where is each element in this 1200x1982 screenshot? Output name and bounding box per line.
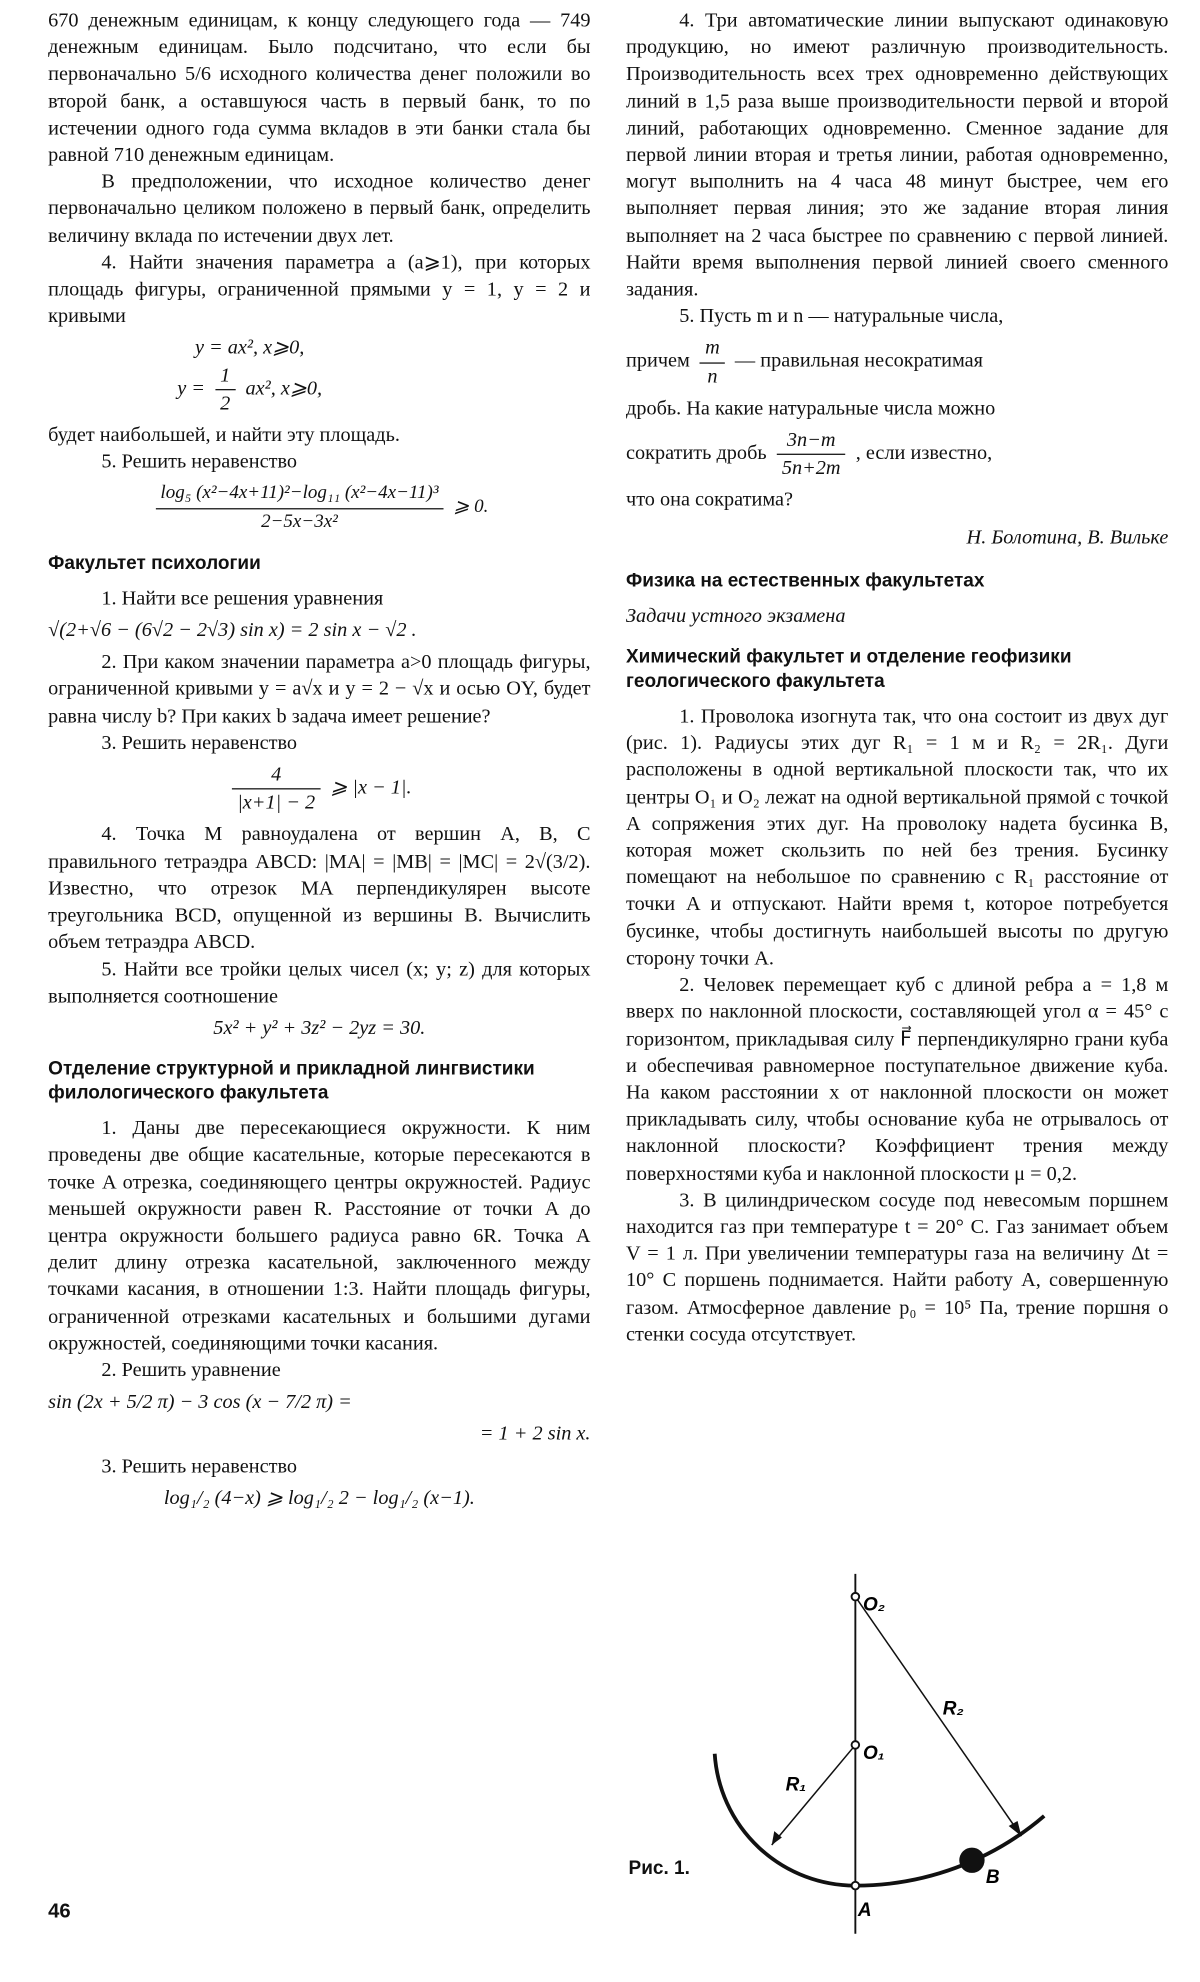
left-column: [48, 8, 590, 1517]
fraction-denominator: |x+1| − 2: [237, 792, 316, 814]
paragraph: [626, 427, 1168, 482]
fraction: [232, 762, 320, 817]
problem-3: 3. В цилиндрическом сосуде под невесомым поршнем находится газ при температуре t = 20° C. Газ занимает объем V = 1 л. При увеличении температуры газа на величину Δt = 10° C поршень поднимается. Найти работу A, совершенную газом. Атмосферное давление p₀ = 10⁵ Па, трение поршня о стенки сосуда отсутствует.: [625, 1189, 1169, 1346]
text: — правильная несократимая: [734, 350, 983, 373]
problem-2: 2. При каком значении параметра a>0 площадь фигуры, ограниченной кривыми y = a√x и y = 2 − √x и осью OY, будет равна числу b? При каких b задача имеет решение?: [48, 651, 591, 727]
paragraph: будет наибольшей, и найти эту площадь.: [48, 424, 400, 447]
problem-5: 5. Решить неравенство: [101, 451, 298, 473]
fraction-numerator: log₅ (x²−4x+11)²−log₁₁ (x²−4x−11)³: [155, 481, 443, 509]
formula: [48, 762, 590, 817]
text: , если известно,: [855, 442, 993, 465]
formula-text: y =: [177, 377, 205, 400]
formula: [48, 481, 590, 536]
radius-r1: [772, 1745, 856, 1845]
problem-4: 4. Точка M равноудалена от вершин A, B, C правильного тетраэдра ABCD: |MA| = |MB| = |MC| = 2√(3/2). Известно, что отрезок MA перпендикулярен высоте треугольника BCD, опущенной из вершины B. Вычислить объем тетраэдра ABCD.: [48, 824, 591, 954]
problem-1: 1. Найти все решения уравнения: [101, 587, 384, 610]
problem-2: 2. Решить уравнение: [101, 1359, 281, 1382]
formula-line: y = ax², x⩾0,: [194, 337, 305, 360]
section-heading: Физика на естественных факультетах: [625, 570, 985, 592]
right-column: [626, 8, 1168, 1349]
label-r2: R₂: [942, 1698, 964, 1720]
fraction-numerator: 3n−m: [777, 427, 846, 455]
wire-diagram: [626, 1569, 1171, 1936]
fraction-denominator: 2−5x−3x²: [261, 511, 338, 532]
label-o1: O₁: [862, 1742, 885, 1764]
fraction: [215, 362, 235, 417]
fraction-denominator: n: [707, 365, 718, 388]
formula-text: ⩾ 0.: [453, 497, 489, 518]
problem-4: 4. Три автоматические линии выпускают одинаковую продукцию, но имеют различную производительность. Производительность всех трех одновременно действующих линий в 1,5 раза выше производительности первой и второй линий, работающих одновременно. Сменное задание для первой линии вторая и третья линии, работая одновременно, могут выполнить на 4 часа 48 минут быстрее, чем его выполняет первая линия; это же задание вторая линия выполняет на 2 часа быстрее по сравнению с первой линией. Найти время выполнения первой линией своего сменного задания.: [625, 10, 1169, 301]
problem-2: 2. Человек перемещает куб с длиной ребра a = 1,8 м вверх по наклонной плоскости, составляющей угол α = 45° с горизонтом, прикладывая силу F⃗ перпендикулярно грани куба и обеспечивая равномерное поступательное движение куба. На каком расстоянии x от наклонной плоскости он может прикладывать силу, чтобы основание куба не отрывалось от наклонной плоскости? Коэффициент трения между поверхностями куба и наклонной плоскости μ = 0,2.: [625, 974, 1169, 1185]
label-r1: R₁: [785, 1774, 807, 1796]
fraction: [700, 335, 725, 390]
figure-1: [626, 1569, 1171, 1936]
problem-5: 5. Найти все тройки целых чисел (x; y; z) для которых выполняется соотношение: [48, 958, 591, 1008]
fraction-numerator: 4: [232, 762, 320, 790]
section-heading: Отделение структурной и прикладной лингвистики филологического факультета: [48, 1058, 535, 1104]
paragraph: [626, 335, 1168, 390]
fraction-numerator: 1: [215, 362, 235, 390]
formula-line: [48, 362, 451, 417]
text: причем: [625, 350, 690, 373]
paragraph: что она сократима?: [625, 489, 794, 512]
radius-r2: [855, 1594, 1021, 1837]
point-o1: [852, 1741, 860, 1749]
formula-text: ⩾ |x − 1|.: [330, 777, 412, 799]
formula: sin (2x + 5/2 π) − 3 cos (x − 7/2 π) =: [48, 1391, 352, 1414]
label-o2: O₂: [862, 1594, 885, 1616]
fraction: [155, 481, 443, 536]
paragraph: дробь. На какие натуральные числа можно: [625, 397, 996, 420]
formula: = 1 + 2 sin x.: [479, 1423, 591, 1446]
section-heading: Факультет психологии: [48, 552, 261, 574]
label-a: A: [857, 1900, 872, 1922]
paragraph: 670 денежным единицам, к концу следующего года — 749 денежным единицам. Было подсчитано, что если бы первоначально 5/6 исходного количества денег положили во второй банк, а оставшуюся часть в первый банк, то по истечении одного года сумма вкладов в эти банки стала бы равной 710 денежным единицам.: [48, 10, 591, 167]
fraction-denominator: 2: [220, 392, 231, 415]
arrow-head: [772, 1831, 782, 1845]
page-number: 46: [48, 1900, 71, 1923]
problem-1: 1. Даны две пересекающиеся окружности. К ним проведены две общие касательные, которые пересекаются в точке A отрезка, соединяющего центры окружностей. Радиус меньшей окружности равен R. Расстояние от точки A до центра окружности большего радиуса равно 6R. Точка A делит длину отрезка касательной, заключенного между точками касания, в отношении 1:3. Найти площадь фигуры, ограниченной отрезками касательных и большими дугами окружностей, соединяющими точки касания.: [48, 1117, 591, 1355]
section-subheading: Задачи устного экзамена: [625, 605, 846, 628]
formula: √(2+√6 − (6√2 − 2√3) sin x) = 2 sin x − √2 .: [48, 619, 417, 642]
point-o2: [852, 1593, 860, 1601]
fraction-numerator: m: [700, 335, 725, 363]
formula: [48, 335, 590, 417]
problem-1: 1. Проволока изогнута так, что она состоит из двух дуг (рис. 1). Радиусы этих дуг R₁ = 1 м и R₂ = 2R₁. Дуги расположены в одной вертикальной плоскости так, что их центры O₁ и O₂ лежат на одной вертикальной прямой с точкой A сопряжения этих дуг. На проволоку надета бусинка B, которая может скользить по ней без трения. Бусинку помещают на небольшое по сравнению с R₁ расстояние от точки A и отпускают. Найти время t, которое потребуется бусинке, чтобы достигнуть наибольшей высоты по другую сторону точки A.: [625, 705, 1169, 970]
problem-5: 5. Пусть m и n — натуральные числа,: [679, 305, 1004, 328]
formula: log₁/₂ (4−x) ⩾ log₁/₂ 2 − log₁/₂ (x−1).: [163, 1487, 475, 1509]
text: сократить дробь: [625, 442, 767, 465]
label-b: B: [985, 1867, 1000, 1889]
point-a: [852, 1882, 860, 1890]
problem-4: 4. Найти значения параметра a (a⩾1), при которых площадь фигуры, ограниченной прямыми y = 1, y = 2 и кривыми: [48, 251, 591, 328]
problem-3: 3. Решить неравенство: [101, 1455, 298, 1477]
formula: 5x² + y² + 3z² − 2yz = 30.: [213, 1017, 426, 1039]
paragraph: В предположении, что исходное количество денег первоначально целиком положено в первый банк, определить величину вклада по истечении двух лет.: [48, 171, 591, 247]
section-heading: Химический факультет и отделение геофизики геологического факультета: [625, 646, 1072, 692]
authors-signature: Н. Болотина, В. Вильке: [966, 526, 1169, 549]
bead-b: [959, 1848, 984, 1873]
problem-3: 3. Решить неравенство: [101, 732, 298, 754]
formula-text: ax², x⩾0,: [245, 377, 323, 400]
arrow-head: [1009, 1821, 1022, 1836]
figure-caption: Рис. 1.: [628, 1857, 690, 1880]
fraction: [777, 427, 846, 482]
fraction-denominator: 5n+2m: [781, 457, 841, 480]
